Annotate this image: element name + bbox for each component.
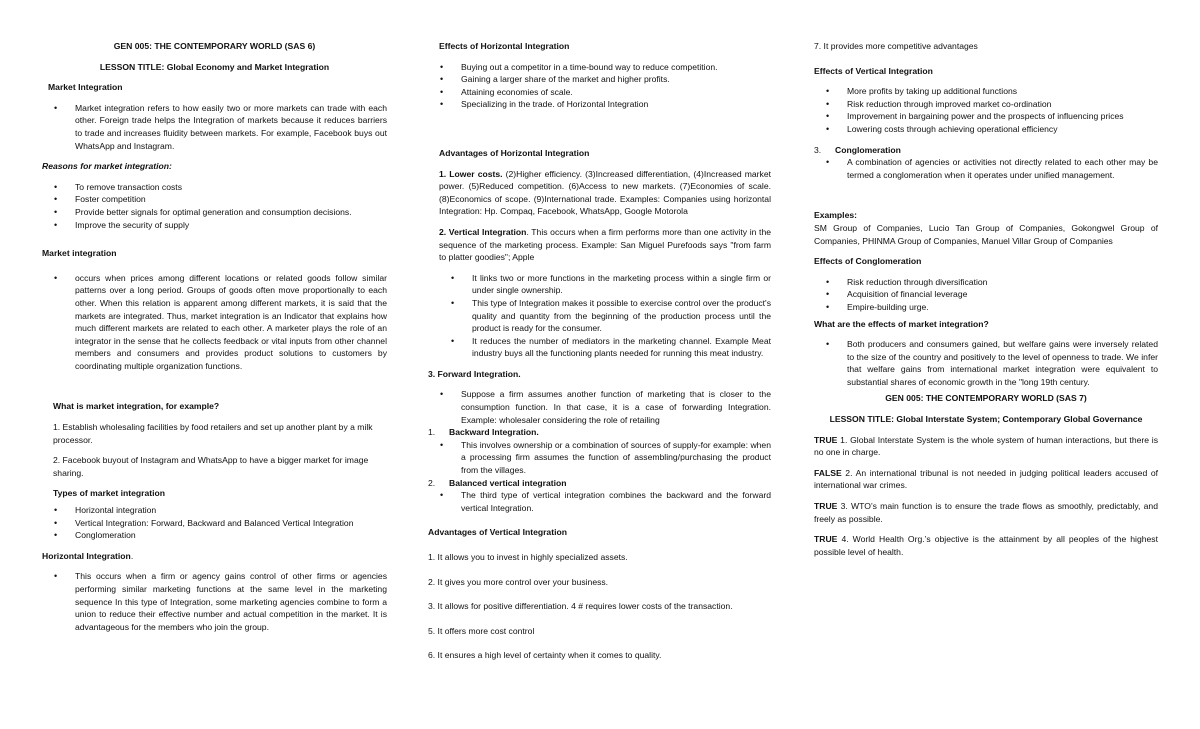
list-item: • It links two or more functions in the marketing process within a single firm or under single ownership. <box>428 272 771 297</box>
list-item: • Provide better signals for optimal generation and consumption decisions. <box>42 206 387 219</box>
list-item: • To remove transaction costs <box>42 181 387 194</box>
list-item: • Specializing in the trade. of Horizontal Integration <box>428 98 771 111</box>
balanced-heading-line <box>428 477 771 490</box>
lesson-title: LESSON TITLE: Global Economy and Market Integration <box>99 61 330 72</box>
balanced-heading: Balanced vertical integration <box>449 477 567 488</box>
adv-vertical-heading: Advantages of Vertical Integration <box>428 527 567 538</box>
column-3 <box>814 40 1158 558</box>
list-item: • Buying out a competitor in a time-bound way to reduce competition. <box>428 61 771 74</box>
statement-text: 3. WTO’s main function is to ensure the trade flows as smoothly, predictably, and freely as possible. <box>814 501 1158 524</box>
types-list <box>42 504 387 542</box>
statement-text: 4. World Health Org.’s objective is the attainment by all peoples of the highest possible level of health. <box>814 534 1158 557</box>
effects-vertical-heading: Effects of Vertical Integration <box>814 65 933 76</box>
vertical-lead: 2. Vertical Integration <box>439 226 527 237</box>
reasons-heading: Reasons for market integration: <box>42 161 172 172</box>
list-item: • Vertical Integration: Forward, Backward and Balanced Vertical Integration <box>42 517 387 530</box>
list-item: • The third type of vertical integration combines the backward and the forward vertical Integration. <box>428 489 771 514</box>
column-2 <box>428 40 771 662</box>
list-item: • Both producers and consumers gained, but welfare gains were inversely related to the size of the country and positively to the level of openness to trade. We infer that welfare gains from international market integration were equivalent to substantial shares of economic growth in the "long 19th century. <box>814 338 1158 388</box>
statement-label: TRUE <box>814 501 838 512</box>
horizontal-heading-period: . <box>130 550 134 561</box>
statement-4 <box>814 533 1158 558</box>
adv-vertical-item-6: 6. It ensures a high level of certainty when it comes to quality. <box>428 650 662 661</box>
list-item: • This occurs when a firm or agency gains control of other firms or agencies performing similar marketing functions at the same level in the marketing sequence In this type of Integration, some marketing agencies combine to form a union to reduce their effective number and actual competition in the market. It is advantageous for the members who join the group. <box>42 570 387 633</box>
balanced-number: 2. <box>428 477 436 488</box>
backward-list <box>428 439 771 477</box>
adv-vertical-item-7: 7. It provides more competitive advantages <box>814 41 978 51</box>
effects-vertical-list <box>814 85 1158 135</box>
list-item: • This involves ownership or a combination of sources of supply-for example: when a processing firm assumes the function of assembling/purchasing the product from the villages. <box>428 439 771 477</box>
vertical-paragraph <box>428 226 771 264</box>
conglomeration-list <box>814 156 1158 181</box>
conglomeration-heading-line <box>814 144 1158 157</box>
list-item: • Risk reduction through improved market co-ordination <box>814 98 1158 111</box>
list-item: • Attaining economies of scale. <box>428 86 771 99</box>
lesson-title-sas7: LESSON TITLE: Global Interstate System; Contemporary Global Governance <box>829 414 1143 425</box>
statement-2 <box>814 467 1158 492</box>
horizontal-heading-line <box>42 550 387 563</box>
statement-label: TRUE <box>814 534 838 545</box>
adv-vertical-item-5: 5. It offers more cost control <box>428 625 535 636</box>
vertical-text: . This occurs when a firm performs more than one activity in the sequence of the marketing process. Example: San Miguel Purefoods says "from farm to platter goodies"; Apple <box>439 226 771 263</box>
example-2: 2. Facebook buyout of Instagram and WhatsApp to have a bigger market for image sharing. <box>53 455 369 478</box>
conglomeration-number: 3. <box>814 144 822 155</box>
list-item: • This type of Integration makes it possible to exercise control over the product's quality and quantity from the beginning of the production process until the product is ready for the consumer. <box>428 297 771 335</box>
adv-vertical-item-3: 3. It allows for positive differentiation. 4 # requires lower costs of the transaction. <box>428 601 733 612</box>
list-item: • Foster competition <box>42 193 387 206</box>
effects-horizontal-heading: Effects of Horizontal Integration <box>439 41 570 51</box>
example-1: 1. Establish wholesaling facilities by food retailers and set up another plant by a milk processor. <box>53 422 373 445</box>
adv-horizontal-lead: 1. Lower costs. <box>439 168 503 179</box>
list-item: • More profits by taking up additional functions <box>814 85 1158 98</box>
list-item: • Market integration refers to how easily two or more markets can trade with each other. Foreign trade helps the Integration of markets because it reduces barriers to trade and increases fluidity between markets. For example, Facebook buys out WhatsApp and Instagram. <box>42 102 387 152</box>
list-item: • A combination of agencies or activities not directly related to each other may be termed a conglomeration when it operates under unified management. <box>814 156 1158 181</box>
horizontal-heading: Horizontal Integration <box>42 550 131 561</box>
list-item: • Lowering costs through achieving operational efficiency <box>814 123 1158 136</box>
backward-number: 1. <box>428 427 436 438</box>
backward-heading: Backward Integration. <box>449 427 539 438</box>
conglomeration-heading: Conglomeration <box>835 144 901 155</box>
effects-market-list <box>814 338 1158 388</box>
reasons-list <box>42 181 387 231</box>
statement-text: 1. Global Interstate System is the whole system of human interactions, but there is no one in charge. <box>814 434 1158 458</box>
adv-horizontal-paragraph <box>428 168 771 218</box>
list-item: • Conglomeration <box>42 529 387 542</box>
market-integration2-list <box>42 272 387 373</box>
adv-horizontal-text: (2)Higher efficiency. (3)Increased differentiation, (4)Increased market power. (5)Reduced competition. (6)Access to new markets. (7)Economies of scale. (8)Economics of scope. (9)International trade. Examples: Companies using horizontal Integration: Hp. Compaq, Facebook, WhatsApp, Google Motorola <box>439 168 771 217</box>
balanced-list <box>428 489 771 514</box>
column-1 <box>42 40 387 633</box>
effects-horizontal-list <box>428 61 771 111</box>
forward-heading: 3. Forward Integration. <box>428 368 521 379</box>
statement-label: TRUE <box>814 434 838 445</box>
list-item: • Suppose a firm assumes another function of marketing that is closer to the consumption function. In that case, it is a case of forwarding Integration. Example: wholesaler considering the role of retailing <box>428 388 771 426</box>
list-item: • Improve the security of supply <box>42 219 387 232</box>
forward-list <box>428 388 771 426</box>
list-item: • Acquisition of financial leverage <box>814 288 1158 301</box>
list-item: • Improvement in bargaining power and the prospects of influencing prices <box>814 110 1158 123</box>
list-item: • Risk reduction through diversification <box>814 276 1158 289</box>
horizontal-list <box>42 570 387 633</box>
market-integration-list <box>42 102 387 152</box>
list-item: • It reduces the number of mediators in the marketing channel. Example Meat industry buys all the functioning plants needed for running this meat industry. <box>428 335 771 360</box>
list-item: • Gaining a larger share of the market and higher profits. <box>428 73 771 86</box>
types-heading: Types of market integration <box>53 488 166 499</box>
examples-heading: Examples: <box>814 210 857 221</box>
effects-conglomeration-list <box>814 276 1158 314</box>
statement-1 <box>814 434 1158 459</box>
adv-vertical-item-2: 2. It gives you more control over your business. <box>428 576 609 587</box>
list-item: • Empire-building urge. <box>814 301 1158 314</box>
market-integration-heading: Market Integration <box>48 82 123 93</box>
vertical-list <box>428 272 771 360</box>
list-item: • Horizontal integration <box>42 504 387 517</box>
examples-text: SM Group of Companies, Lucio Tan Group of Companies, Gokongwel Group of Companies, PHINMA Group of Companies, Manuel Villar Group of Companies <box>814 222 1158 246</box>
effects-market-heading: What are the effects of market integration? <box>814 318 989 329</box>
course-title: GEN 005: THE CONTEMPORARY WORLD (SAS 6) <box>113 41 316 51</box>
effects-conglomeration-heading: Effects of Conglomeration <box>814 256 922 267</box>
course-title-sas7: GEN 005: THE CONTEMPORARY WORLD (SAS 7) <box>885 393 1087 404</box>
backward-heading-line <box>428 426 771 439</box>
statement-label: FALSE <box>814 467 842 478</box>
adv-horizontal-heading: Advantages of Horizontal Integration <box>439 147 590 158</box>
adv-vertical-item-1: 1. It allows you to invest in highly specialized assets. <box>428 552 628 562</box>
market-integration2-heading: Market integration <box>42 248 117 259</box>
statement-3 <box>814 500 1158 525</box>
list-item: • occurs when prices among different locations or related goods follow similar patterns over a long period. Groups of goods often move proportionally to each other. When this relation is apparent among different markets, it is said that the markets are integrated. Thus, market integration is an Indicator that explains how much different markets are related to each other. A marketer plays the role of an integrator in the sense that he collects feedback or vital inputs from other channel members and consumers and provides product solutions to customers by coordinating multiple organization functions. <box>42 272 387 373</box>
statement-text: 2. An international tribunal is not needed in judging political leaders accused of international war crimes. <box>814 467 1158 491</box>
example-heading: What is market integration, for example? <box>53 401 220 412</box>
